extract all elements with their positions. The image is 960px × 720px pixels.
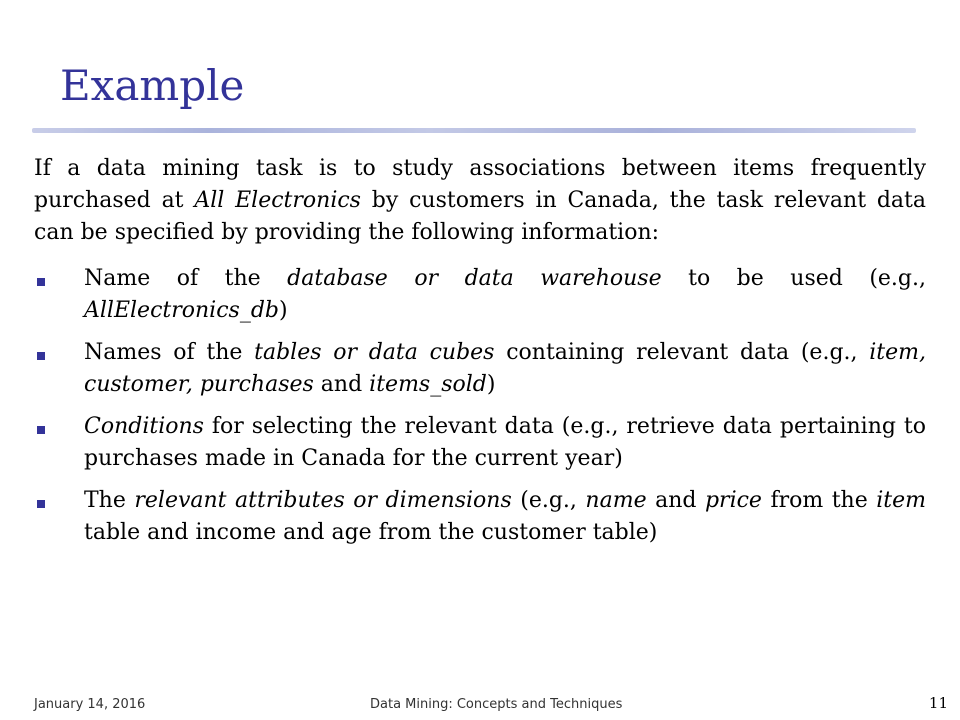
footer-title: Data Mining: Concepts and Techniques <box>370 697 623 712</box>
bullet-text: The relevant attributes or dimensions (e.g., name and price from the item table and income and age from the customer table) <box>84 488 927 545</box>
square-bullet-icon <box>37 278 45 286</box>
footer-date: January 14, 2016 <box>34 697 146 712</box>
square-bullet-icon <box>37 426 45 434</box>
bullet-item <box>34 263 926 327</box>
slide-title: Example <box>60 61 245 110</box>
bullet-text: Names of the tables or data cubes containing relevant data (e.g., item, customer, purchases and items_sold) <box>84 340 927 397</box>
page-number: 11 <box>928 694 948 712</box>
bullet-item <box>34 411 926 475</box>
intro-paragraph: If a data mining task is to study associations between items frequently purchased at All Electronics by customers in Canada, the task relevant data can be specified by providing the following information: <box>34 156 926 245</box>
square-bullet-icon <box>37 352 45 360</box>
bullet-item <box>34 337 926 401</box>
square-bullet-icon <box>37 500 45 508</box>
title-divider <box>32 128 916 133</box>
bullet-item <box>34 485 926 549</box>
bullet-text: Name of the database or data warehouse to be used (e.g., AllElectronics_db) <box>84 266 926 323</box>
bullet-list <box>34 263 926 549</box>
bullet-text: Conditions for selecting the relevant data (e.g., retrieve data pertaining to purchases made in Canada for the current year) <box>84 414 926 471</box>
slide-body <box>34 153 926 559</box>
